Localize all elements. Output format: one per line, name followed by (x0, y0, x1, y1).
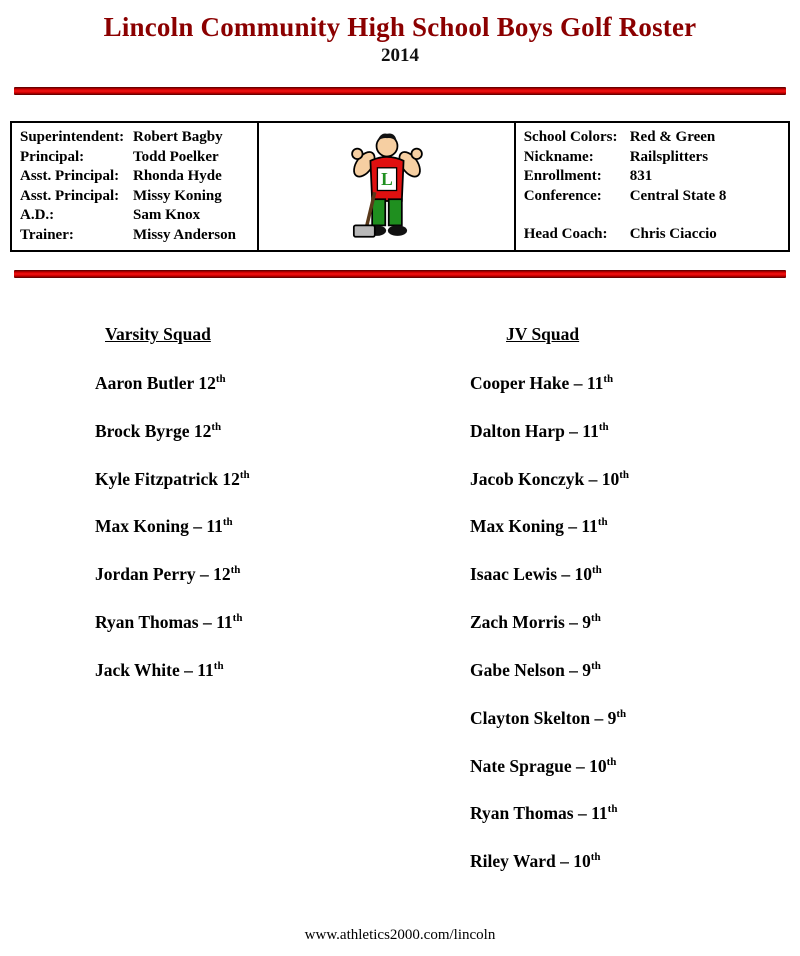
roster-section (0, 324, 800, 896)
grade-suffix: th (591, 659, 601, 672)
page-title: Lincoln Community High School Boys Golf Roster (103, 12, 697, 42)
player-row (95, 561, 400, 584)
player-row (470, 466, 800, 489)
staff-value: Rhonda Hyde (133, 168, 222, 184)
grade-suffix: th (591, 612, 601, 625)
head-coach-row (524, 225, 780, 245)
grade-suffix: th (597, 516, 608, 529)
player-name: Gabe Nelson – 9 (470, 659, 592, 680)
player-row (95, 370, 400, 393)
staff-value: Robert Bagby (133, 129, 223, 145)
staff-row (20, 167, 249, 187)
varsity-column (0, 324, 400, 896)
school-value: Railsplitters (629, 148, 709, 165)
jv-heading: JV Squad (506, 324, 580, 344)
grade-suffix: th (211, 420, 222, 433)
railsplitter-mascot-logo (339, 129, 435, 245)
school-cell (514, 123, 788, 250)
divider-top (14, 87, 786, 95)
school-row (524, 167, 780, 187)
school-label: Enrollment: (523, 168, 602, 184)
grade-suffix: th (222, 516, 233, 529)
player-name: Jacob Konczyk – 10 (470, 468, 620, 489)
svg-text:L: L (380, 168, 393, 189)
staff-label: Superintendent: (20, 129, 125, 145)
player-name: Brock Byrge 12 (95, 420, 212, 441)
staff-row (20, 128, 249, 148)
staff-value: Missy Koning (133, 187, 222, 204)
staff-label: Trainer: (20, 226, 74, 243)
grade-suffix: th (603, 373, 614, 385)
divider-bottom (14, 270, 786, 278)
page-year: 2014 (381, 45, 419, 66)
player-name: Jack White – 11 (95, 659, 214, 680)
player-row (470, 513, 800, 536)
varsity-heading: Varsity Squad (105, 324, 211, 344)
player-row (95, 513, 400, 536)
jv-column (400, 324, 800, 896)
grade-suffix: th (592, 564, 602, 577)
player-row (470, 753, 800, 776)
player-name: Max Koning – 11 (95, 516, 223, 537)
player-row (470, 370, 800, 393)
staff-value: Todd Poelker (133, 148, 219, 165)
player-row (470, 705, 800, 728)
grade-suffix: th (590, 851, 601, 864)
player-row (95, 466, 400, 489)
player-name: Max Koning – 11 (470, 516, 598, 537)
grade-suffix: th (213, 659, 224, 672)
grade-suffix: th (239, 468, 250, 481)
school-row (524, 128, 780, 148)
player-name: Zach Morris – 9 (470, 611, 592, 632)
grade-suffix: th (230, 564, 241, 577)
grade-suffix: th (606, 755, 617, 768)
player-row (470, 657, 800, 680)
player-row (470, 800, 800, 823)
school-label: Nickname: (523, 148, 594, 165)
footer-url: www.athletics2000.com/lincoln (304, 927, 496, 943)
head-coach-label: Head Coach: (523, 226, 608, 242)
player-name: Cooper Hake – 11 (470, 372, 604, 393)
grade-suffix: th (619, 468, 630, 481)
player-name: Kyle Fitzpatrick 12 (95, 468, 240, 489)
grade-suffix: th (607, 803, 618, 816)
player-row (95, 609, 400, 632)
staff-label: Asst. Principal: (20, 168, 120, 184)
school-value: 831 (629, 168, 653, 184)
mascot-cell (259, 123, 513, 250)
player-name: Dalton Harp – 11 (470, 420, 599, 441)
blank-line (524, 206, 780, 225)
staff-label: A.D.: (20, 207, 55, 223)
grade-suffix: th (232, 612, 243, 625)
head-coach-value: Chris Ciaccio (629, 226, 717, 242)
player-name: Ryan Thomas – 11 (470, 803, 608, 824)
info-panel (10, 121, 790, 252)
staff-label: Asst. Principal: (20, 187, 120, 204)
player-row (470, 561, 800, 584)
staff-row (20, 226, 249, 246)
staff-cell (12, 123, 259, 250)
player-row (95, 418, 400, 441)
player-row (470, 418, 800, 441)
grade-suffix: th (598, 420, 609, 433)
player-row (470, 848, 800, 871)
staff-label: Principal: (20, 148, 85, 165)
school-row (524, 187, 780, 207)
player-name: Nate Sprague – 10 (470, 755, 607, 776)
school-label: School Colors: (523, 129, 618, 145)
player-name: Clayton Skelton – 9 (470, 707, 617, 728)
player-row (95, 657, 400, 680)
staff-value: Missy Anderson (133, 226, 236, 243)
staff-row (20, 187, 249, 207)
player-name: Isaac Lewis – 10 (470, 564, 593, 585)
grade-suffix: th (215, 373, 226, 385)
player-row (470, 609, 800, 632)
player-name: Jordan Perry – 12 (95, 564, 231, 585)
school-value: Red & Green (629, 129, 716, 145)
school-value: Central State 8 (629, 187, 727, 204)
player-name: Riley Ward – 10 (470, 851, 591, 872)
school-row (524, 148, 780, 168)
player-name: Ryan Thomas – 11 (95, 611, 233, 632)
staff-row (20, 148, 249, 168)
staff-value: Sam Knox (133, 207, 201, 223)
player-name: Aaron Butler 12 (95, 372, 216, 393)
grade-suffix: th (616, 707, 627, 720)
staff-row (20, 206, 249, 226)
school-label: Conference: (523, 187, 602, 204)
